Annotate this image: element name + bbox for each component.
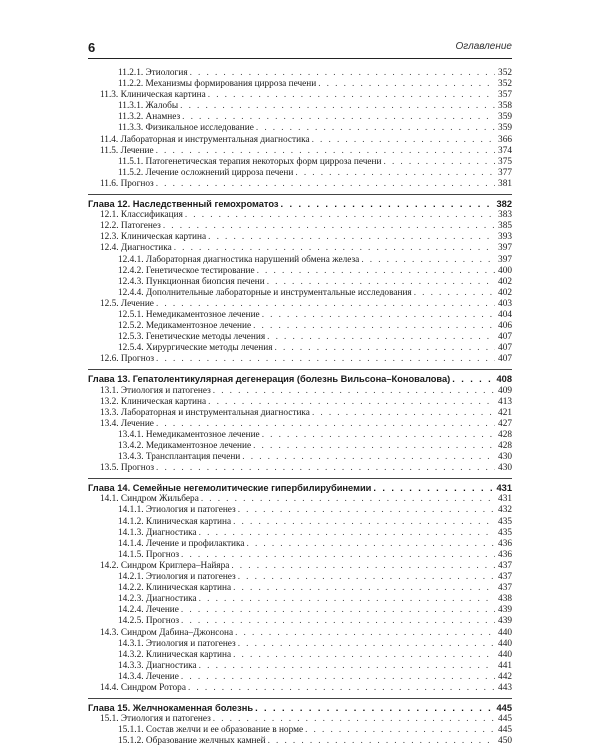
toc-entry[interactable] xyxy=(88,683,512,694)
toc-entry-title: 11.3. Клиническая картина xyxy=(100,90,206,101)
toc-dot-leader xyxy=(267,332,495,343)
toc-entry[interactable] xyxy=(88,343,512,354)
toc-entry-title: 12.4.4. Дополнительные лабораторные и инструментальные исследования xyxy=(118,287,412,298)
toc-entry-title: 14.3. Синдром Дабина–Джонсона xyxy=(100,627,234,638)
toc-page-number: 352 xyxy=(498,68,512,78)
toc-entry-title: 11.6. Прогноз xyxy=(100,178,154,189)
toc-entry-title: 11.3.3. Физикальное исследование xyxy=(118,123,254,134)
toc-dot-leader xyxy=(156,463,495,474)
toc-entry[interactable] xyxy=(88,168,512,179)
toc-dot-leader xyxy=(253,321,495,332)
toc-page-number: 445 xyxy=(498,714,512,725)
toc-entry-title: 14.2.4. Лечение xyxy=(118,605,179,616)
toc-dot-leader xyxy=(373,483,493,494)
toc-entry[interactable] xyxy=(88,386,512,397)
toc-entry-title: 11.2.1. Этиология xyxy=(118,68,188,78)
chapter-separator xyxy=(88,478,512,479)
toc-entry-title: 14.2.2. Клиническая картина xyxy=(118,583,232,594)
toc-entry-title: 14.1.2. Клиническая картина xyxy=(118,516,232,527)
toc-page-number: 381 xyxy=(498,178,512,189)
toc-page-number: 366 xyxy=(498,134,512,145)
toc-entry[interactable] xyxy=(88,661,512,672)
toc-entry[interactable] xyxy=(88,628,512,639)
toc-entry-title: 12.4.2. Генетическое тестирование xyxy=(118,265,255,276)
toc-chapter-entry[interactable] xyxy=(88,483,512,494)
toc-entry-title: Глава 12. Наследственный гемохроматоз xyxy=(88,199,279,210)
toc-dot-leader xyxy=(275,343,496,354)
toc-page-number: 402 xyxy=(498,287,512,298)
toc-dot-leader xyxy=(199,528,495,539)
toc-entry[interactable] xyxy=(88,494,512,505)
toc-dot-leader xyxy=(253,441,495,452)
toc-entry[interactable] xyxy=(88,639,512,650)
toc-entry[interactable] xyxy=(88,354,512,365)
toc-entry-title: 12.4.3. Пункционная биопсия печени xyxy=(118,276,265,287)
toc-dot-leader xyxy=(384,157,496,168)
toc-entry[interactable] xyxy=(88,90,512,101)
chapter-separator xyxy=(88,194,512,195)
toc-entry-title: 14.3.2. Клиническая картина xyxy=(118,649,232,660)
toc-entry[interactable] xyxy=(88,714,512,725)
toc-page-number: 450 xyxy=(498,736,512,747)
toc-dot-leader xyxy=(188,683,495,694)
toc-entry[interactable] xyxy=(88,594,512,605)
toc-entry-title: 14.1. Синдром Жильбера xyxy=(100,494,199,505)
toc-dot-leader xyxy=(199,661,495,672)
toc-page-number: 393 xyxy=(498,232,512,243)
toc-page-number: 400 xyxy=(498,265,512,276)
toc-chapter-entry[interactable] xyxy=(88,199,512,210)
toc-dot-leader xyxy=(201,494,495,505)
toc-page-number: 432 xyxy=(498,505,512,516)
toc-page-number: 443 xyxy=(498,682,512,693)
toc-chapter-entry[interactable] xyxy=(88,703,512,714)
toc-dot-leader xyxy=(281,199,494,210)
toc-entry-title: 13.4.3. Трансплантация печени xyxy=(118,452,241,463)
toc-entry[interactable] xyxy=(88,112,512,123)
toc-entry[interactable] xyxy=(88,277,512,288)
toc-entry-title: 12.4.1. Лабораторная диагностика нарушений обмена железа xyxy=(118,254,360,265)
toc-entry-title: 11.5.1. Патогенетическая терапия некоторых форм цирроза печени xyxy=(118,156,382,167)
toc-page-number: 437 xyxy=(498,572,512,583)
toc-entry-title: 12.4. Диагностика xyxy=(100,243,172,254)
toc-entry[interactable] xyxy=(88,528,512,539)
toc-dot-leader xyxy=(213,714,495,725)
toc-entry-title: 12.5.2. Медикаментозное лечение xyxy=(118,321,252,332)
toc-entry-title: 13.5. Прогноз xyxy=(100,463,155,474)
toc-dot-leader xyxy=(181,550,495,561)
toc-entry[interactable] xyxy=(88,266,512,277)
toc-page-number: 441 xyxy=(498,660,512,671)
toc-page-number: 436 xyxy=(498,538,512,549)
toc-entry[interactable] xyxy=(88,650,512,661)
toc-dot-leader xyxy=(268,736,495,747)
toc-dot-leader xyxy=(174,243,495,254)
toc-entry[interactable] xyxy=(88,539,512,550)
toc-dot-leader xyxy=(181,605,495,616)
toc-entry[interactable] xyxy=(88,572,512,583)
toc-entry-title: 14.3.1. Этиология и патогенез xyxy=(118,638,236,649)
toc-entry[interactable] xyxy=(88,135,512,146)
toc-entry[interactable] xyxy=(88,255,512,266)
toc-page-number: 435 xyxy=(498,527,512,538)
toc-entry-title: 12.5.3. Генетические методы лечения xyxy=(118,332,266,343)
toc-entry-title: 11.5. Лечение xyxy=(100,145,154,156)
toc-page-number: 407 xyxy=(498,343,512,354)
toc-dot-leader xyxy=(182,112,495,123)
toc-entry-title: Глава 14. Семейные негемолитические гипербилирубинемии xyxy=(88,483,372,494)
toc-dot-leader xyxy=(163,221,495,232)
toc-entry[interactable] xyxy=(88,419,512,430)
toc-dot-leader xyxy=(414,288,495,299)
toc-entry[interactable] xyxy=(88,299,512,310)
toc-entry[interactable] xyxy=(88,146,512,157)
toc-entry[interactable] xyxy=(88,243,512,254)
toc-entry[interactable] xyxy=(88,430,512,441)
toc-page-number: 440 xyxy=(498,627,512,638)
toc-entry[interactable] xyxy=(88,179,512,190)
toc-dot-leader xyxy=(361,255,495,266)
toc-dot-leader xyxy=(156,419,495,430)
toc-page-number: 374 xyxy=(498,145,512,156)
toc-page-number: 402 xyxy=(498,276,512,287)
toc-entry-title: 12.5.1. Немедикаментозное лечение xyxy=(118,309,260,320)
toc-dot-leader xyxy=(233,583,495,594)
toc-page-number: 397 xyxy=(498,254,512,265)
toc-entry-title: 14.3.4. Лечение xyxy=(118,671,179,682)
toc-entry-title: Глава 15. Желчнокаменная болезнь xyxy=(88,703,254,714)
toc-page-number: 375 xyxy=(498,156,512,167)
toc-entry-title: 14.1.3. Диагностика xyxy=(118,527,197,538)
toc-entry[interactable] xyxy=(88,672,512,683)
toc-page-number: 438 xyxy=(498,594,512,605)
toc-page-number: 359 xyxy=(498,112,512,123)
toc-page-number: 445 xyxy=(498,725,512,736)
toc-dot-leader xyxy=(255,703,493,714)
toc-entry[interactable] xyxy=(88,725,512,736)
toc-entry[interactable] xyxy=(88,79,512,90)
toc-chapter-entry[interactable] xyxy=(88,374,512,385)
toc-dot-leader xyxy=(181,616,495,627)
toc-entry-title: 15.1.1. Состав желчи и ее образование в норме xyxy=(118,725,304,736)
toc-entry[interactable] xyxy=(88,616,512,627)
toc-entry-title: 12.3. Клиническая картина xyxy=(100,232,207,243)
toc-dot-leader xyxy=(208,90,495,101)
toc-page-number: 431 xyxy=(496,483,512,494)
toc-entry[interactable] xyxy=(88,321,512,332)
toc-page-number: 385 xyxy=(498,221,512,232)
toc-page-number: 383 xyxy=(498,210,512,221)
toc-entry-title: 11.3.1. Жалобы xyxy=(118,101,179,112)
toc-page-number: 437 xyxy=(498,583,512,594)
toc-entry-title: 14.1.1. Этиология и патогенез xyxy=(118,505,236,516)
page-header xyxy=(88,40,512,56)
toc-entry-title: Глава 13. Гепатолентикулярная дегенерация (болезнь Вильсона–Коновалова) xyxy=(88,374,451,385)
toc-page-number: 407 xyxy=(498,332,512,343)
toc-page-number: 435 xyxy=(498,516,512,527)
toc-entry-title: 14.2. Синдром Криглера–Найяра xyxy=(100,560,230,571)
toc-entry[interactable] xyxy=(88,408,512,419)
toc-dot-leader xyxy=(181,672,495,683)
toc-dot-leader xyxy=(256,123,495,134)
toc-dot-leader xyxy=(452,374,493,385)
toc-entry-title: 13.2. Клиническая картина xyxy=(100,396,207,407)
toc-entry-title: 14.2.5. Прогноз xyxy=(118,616,180,627)
toc-page-number: 352 xyxy=(498,79,512,90)
toc-page-number: 403 xyxy=(498,298,512,309)
toc-dot-leader xyxy=(262,310,495,321)
chapter-separator xyxy=(88,369,512,370)
toc-dot-leader xyxy=(295,168,495,179)
toc-page-number: 413 xyxy=(498,396,512,407)
toc-page-number: 377 xyxy=(498,167,512,178)
toc-entry-title: 13.4. Лечение xyxy=(100,418,154,429)
toc-dot-leader xyxy=(238,639,495,650)
toc-entry-title: 13.4.1. Немедикаментозное лечение xyxy=(118,429,260,440)
toc-dot-leader xyxy=(267,277,495,288)
toc-dot-leader xyxy=(312,135,495,146)
toc-dot-leader xyxy=(199,594,495,605)
toc-entry[interactable] xyxy=(88,561,512,572)
toc-page-number: 409 xyxy=(498,385,512,396)
toc-entry-title: 14.1.4. Лечение и профилактика xyxy=(118,538,245,549)
toc-entry-title: 15.1. Этиология и патогенез xyxy=(100,714,211,725)
toc-dot-leader xyxy=(257,266,495,277)
toc-entry[interactable] xyxy=(88,605,512,616)
toc-entry[interactable] xyxy=(88,736,512,747)
toc-dot-leader xyxy=(208,397,495,408)
toc-entry-title: 12.5.4. Хирургические методы лечения xyxy=(118,343,273,354)
header-rule xyxy=(88,58,512,59)
toc-entry[interactable] xyxy=(88,505,512,516)
toc-entry-title: 15.1.2. Образование желчных камней xyxy=(118,736,266,747)
toc-entry[interactable] xyxy=(88,463,512,474)
toc-page-number: 404 xyxy=(498,309,512,320)
toc-dot-leader xyxy=(247,539,496,550)
toc-entry[interactable] xyxy=(88,397,512,408)
toc-page-number: 440 xyxy=(498,638,512,649)
toc-page-number: 445 xyxy=(496,703,512,714)
toc-dot-leader xyxy=(190,68,495,79)
toc-dot-leader xyxy=(312,408,495,419)
toc-entry[interactable] xyxy=(88,157,512,168)
toc-entry[interactable] xyxy=(88,221,512,232)
toc-dot-leader xyxy=(156,146,495,157)
toc-entry[interactable] xyxy=(88,123,512,134)
toc-dot-leader xyxy=(238,505,495,516)
running-title: Оглавление xyxy=(455,41,512,52)
toc-dot-leader xyxy=(231,561,495,572)
toc-entry[interactable] xyxy=(88,232,512,243)
toc-page-number: 439 xyxy=(498,605,512,616)
toc-dot-leader xyxy=(233,517,495,528)
toc-entry[interactable] xyxy=(88,441,512,452)
toc-entry-title: 13.1. Этиология и патогенез xyxy=(100,385,211,396)
toc-page-number: 359 xyxy=(498,123,512,134)
toc-entry-title: 14.2.3. Диагностика xyxy=(118,594,197,605)
toc-dot-leader xyxy=(262,430,495,441)
toc-page-number: 406 xyxy=(498,321,512,332)
toc-entry-title: 14.1.5. Прогноз xyxy=(118,549,180,560)
toc-entry[interactable] xyxy=(88,332,512,343)
toc-entry-title: 13.3. Лабораторная и инструментальная диагностика xyxy=(100,407,310,418)
toc-entry[interactable] xyxy=(88,310,512,321)
toc-entry[interactable] xyxy=(88,288,512,299)
toc-page-number: 431 xyxy=(498,494,512,505)
toc-dot-leader xyxy=(318,79,495,90)
toc-page-number: 430 xyxy=(498,452,512,463)
toc-dot-leader xyxy=(235,628,495,639)
toc-entry-title: 14.2.1. Этиология и патогенез xyxy=(118,572,236,583)
toc-dot-leader xyxy=(156,354,495,365)
toc-entry-title: 11.2.2. Механизмы формирования цирроза печени xyxy=(118,79,317,90)
toc-page-number: 428 xyxy=(498,441,512,451)
toc-page-number: 358 xyxy=(498,101,512,112)
toc-entry-title: 12.1. Классификация xyxy=(100,210,183,221)
toc-entry-title: 11.5.2. Лечение осложнений цирроза печени xyxy=(118,167,294,178)
toc-entry[interactable] xyxy=(88,517,512,528)
toc-page-number: 421 xyxy=(498,407,512,418)
toc-entry-title: 12.6. Прогноз xyxy=(100,354,155,365)
toc-dot-leader xyxy=(156,179,495,190)
toc-dot-leader xyxy=(213,386,495,397)
toc-page-number: 439 xyxy=(498,616,512,627)
toc-entry-title: 12.5. Лечение xyxy=(100,298,154,309)
toc-entry-title: 13.4.2. Медикаментозное лечение xyxy=(118,441,252,451)
toc-dot-leader xyxy=(156,299,495,310)
toc-entry-title: 14.4. Синдром Ротора xyxy=(100,682,186,693)
toc-dot-leader xyxy=(305,725,495,736)
page-number: 6 xyxy=(88,40,96,55)
toc-page-number: 407 xyxy=(498,354,512,365)
toc-page-number: 382 xyxy=(496,199,512,210)
toc-page-number: 442 xyxy=(498,671,512,682)
toc-page-number: 408 xyxy=(496,374,512,385)
toc-entry[interactable] xyxy=(88,583,512,594)
toc-page-number: 397 xyxy=(498,243,512,254)
toc-entry[interactable] xyxy=(88,550,512,561)
chapter-separator xyxy=(88,698,512,699)
toc-entry[interactable] xyxy=(88,101,512,112)
toc-entry-title: 14.3.3. Диагностика xyxy=(118,660,197,671)
toc-entry[interactable] xyxy=(88,210,512,221)
toc-page-number: 428 xyxy=(498,429,512,440)
toc-dot-leader xyxy=(185,210,495,221)
toc-entry[interactable] xyxy=(88,452,512,463)
toc-page-number: 427 xyxy=(498,418,512,429)
toc-dot-leader xyxy=(238,572,495,583)
toc-page-number: 357 xyxy=(498,90,512,101)
table-of-contents xyxy=(88,68,512,747)
toc-entry-title: 11.4. Лабораторная и инструментальная диагностика xyxy=(100,134,310,145)
toc-dot-leader xyxy=(242,452,495,463)
toc-page-number: 437 xyxy=(498,560,512,571)
toc-page-number: 430 xyxy=(498,463,512,474)
toc-entry-title: 11.3.2. Анамнез xyxy=(118,112,181,123)
toc-entry[interactable] xyxy=(88,68,512,79)
toc-page-number: 436 xyxy=(498,549,512,560)
toc-entry-title: 12.2. Патогенез xyxy=(100,221,161,232)
toc-dot-leader xyxy=(208,232,495,243)
toc-dot-leader xyxy=(233,650,495,661)
toc-dot-leader xyxy=(180,101,495,112)
toc-page-number: 440 xyxy=(498,649,512,660)
